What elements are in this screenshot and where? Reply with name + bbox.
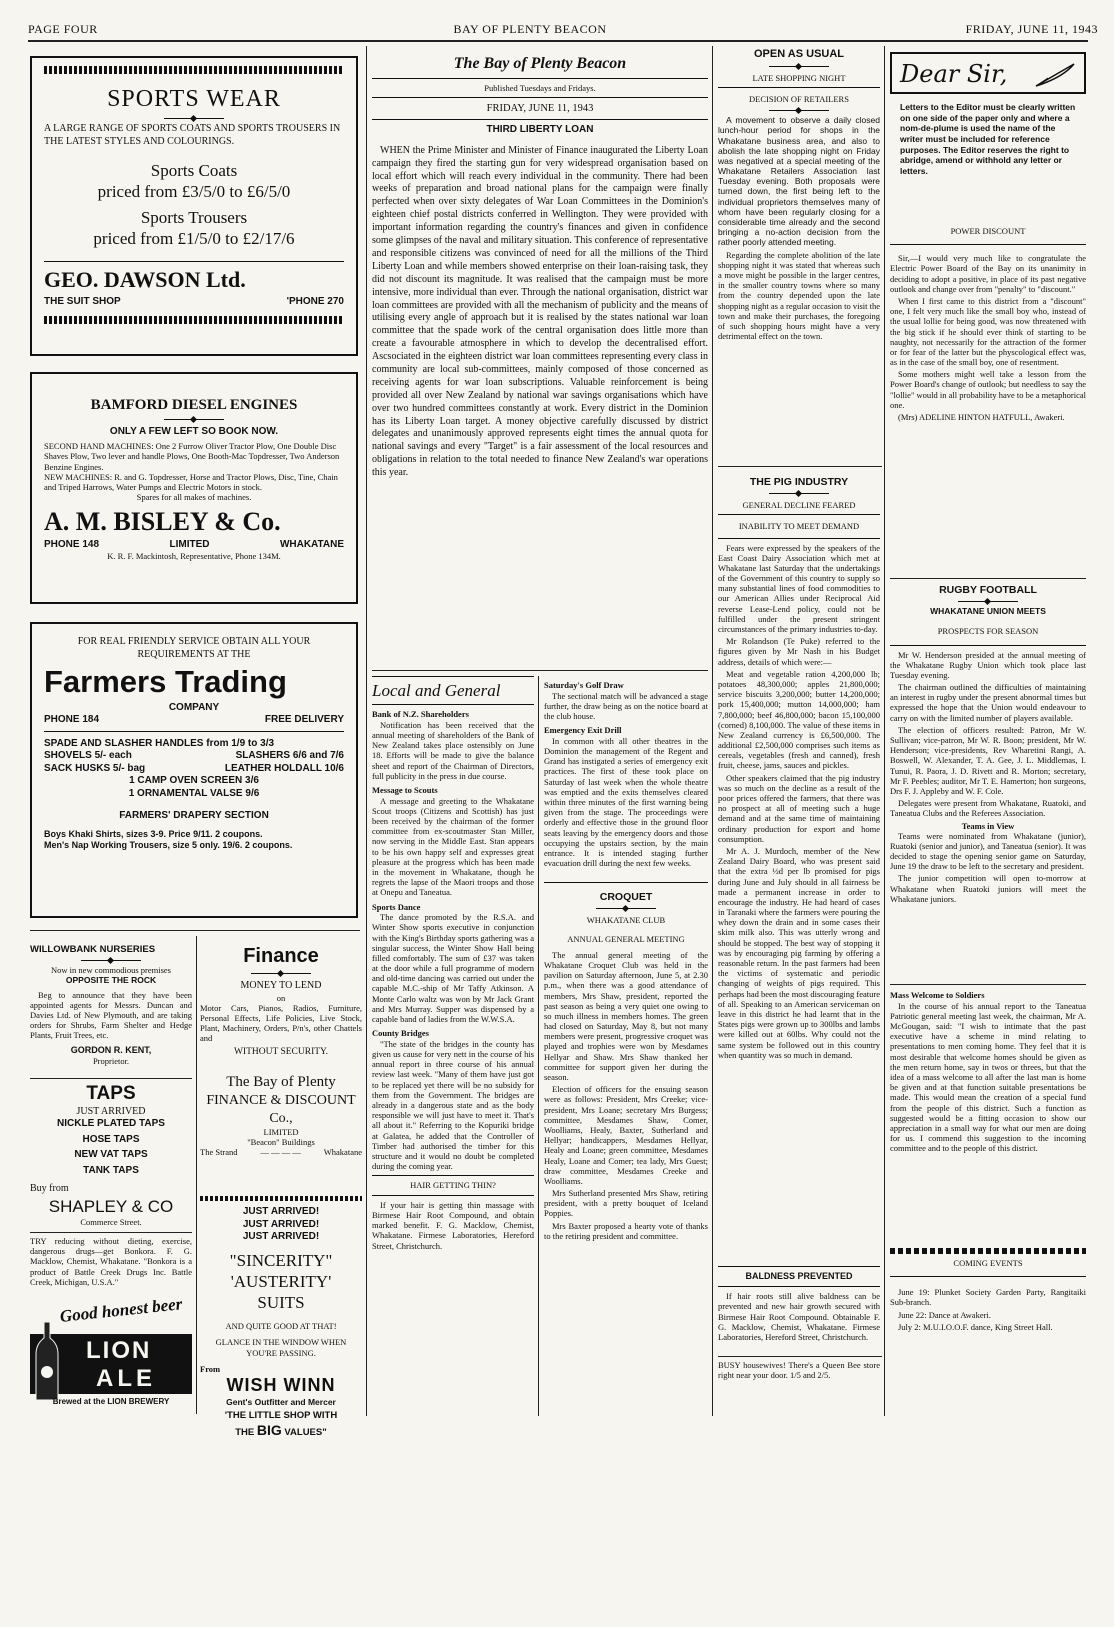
item-body: Election of officers for the ensuing season were as follows: President, Mrs Creeke; vice-president, Mrs Loane; secretary Mrs Burgess; committee, Mesdames Shaw, Comer, Woolliams, Healy, Baxter, Sutherland and Hellyar; handicappers, Mesdames Hellyar, Healy and Loane; green committee, Mesdames Healy, Loane and Comer; tea lady, Mrs Guest; draw committee, Mesdames Creeke and Woolliams.: [544, 1084, 708, 1186]
item-line: SLASHERS 6/6 and 7/6: [235, 750, 344, 762]
line: Now in new commodious premises: [51, 964, 171, 975]
item-body: A message and greeting to the Whakatane Scout troops (Citizens and Scottish) has just been received by the chairman of the former committee from ex-scoutmaster Stan Miller, now serving in the Middle East. Stan appears to be his own happy self and expresses great pleasure at the progress which has been made in the movement in Whakatane, though he regrets the lapse of the Maori troops and those at Onepu and Taneatua.: [372, 795, 534, 898]
bamford-ad: [30, 372, 358, 604]
brewery: Brewed at the LION BREWERY: [52, 1397, 170, 1406]
firm-name: A. M. BISLEY & Co.: [44, 507, 281, 537]
item-body: The dance promoted by the R.S.A. and Winter Show sports executive in conjunction with the King's Birthday sports gathering was a singular success, the Winter Show Hall being filled comfortably. The sum of £37 was taken at the door while a full programme of modern and old-time dancing was carried out under the capable M.C.-ship of Mr Taffy Atkinson. A Monte Carlo waltz was won by Mr Jack Grant and Mrs Murray. Supper was dispensed by a capable band of ladies from the W.W.S.A.: [372, 912, 534, 1024]
item-line: 1 ORNAMENTAL VALSE 9/6: [128, 787, 260, 799]
event-item: July 2: M.U.I.O.O.F. dance, King Street Hall.: [898, 1321, 1053, 1332]
money-to-lend: MONEY TO LEND: [240, 980, 322, 991]
golf-croquet-column: [544, 676, 708, 1416]
coats-heading: Sports Coats: [150, 161, 238, 180]
slogan: 'THE LITTLE SHOP WITH: [224, 1410, 338, 1422]
phone: PHONE 184: [44, 714, 100, 726]
willowbank-ad: [30, 944, 192, 1074]
town: WHAKATANE: [279, 538, 344, 550]
local-and-general: [372, 676, 534, 1416]
bonkora-ad: TRY reducing without dieting, exercise, dangerous drugs—get Bonkora. F. G. Macklow, Chemist, Whakatane. "Bonkora is a product of Battle Creek Drugs Inc. Battle Creek, Michigan, U.S.A.": [30, 1236, 192, 1287]
item-body: Mrs Baxter proposed a hearty vote of thanks to the retiring president and committee.: [544, 1220, 708, 1241]
item-body: Notification has been received that the annual meeting of shareholders of the Bank of New Zealand takes place ostensibly on June 18. Efforts will be made to give the balance sheet and report of the Chairman of Directors, full publicity in the press in due course.: [372, 719, 534, 781]
limited: LIMITED: [169, 538, 210, 550]
paper-name: BAY OF PLENTY BEACON: [453, 22, 607, 36]
farmers-trading-ad: [30, 622, 358, 918]
company: COMPANY: [168, 701, 220, 713]
article-subtitle: LATE SHOPPING NIGHT: [752, 72, 846, 83]
item-heading: Bank of N.Z. Shareholders: [372, 709, 469, 720]
slogan-big: BIG: [256, 1422, 282, 1438]
shop-phone: 'PHONE 270: [286, 295, 344, 307]
ad-body: Beg to announce that they have been appointed agents for Messrs. Duncan and Davies Ltd. of New Plymouth, and are taking orders for Shrubs, Farm Shelter and Hedge Plants, Fruit Trees, etc.: [30, 989, 192, 1041]
shop-name: THE SUIT SHOP: [44, 295, 121, 307]
mass-welcome: [890, 990, 1086, 1240]
published: Published Tuesdays and Fridays.: [484, 83, 596, 93]
owner: GORDON R. KENT,: [70, 1044, 152, 1055]
item-heading: County Bridges: [372, 1028, 429, 1039]
ad-intro: FOR REAL FRIENDLY SERVICE OBTAIN ALL YOUR REQUIREMENTS AT THE: [77, 636, 311, 660]
article-body: Mr A. J. Murdoch, member of the New Zealand Dairy Board, who was present said that the extra ½d per lb promised for pigs during June and July should in all fairness be made a permanent increase in order to encourage the industry. He had heard of cases in Taranaki where the farmers were pouring the whey down the drain and in some cases their skim milk also. This was utterly wrong and should be stopped. The best way of stopping it was by encouraging pig farming by offering a reasonable return. In the past farmers had been the victims of systematic and periodic changing of weights of pigs required. This perhaps had been the most discouraging feature of all. Speaking to an American serviceman on leave in this district he had learnt that in the States pigs were grown up to 300lbs and lambs were killed out at 60lbs. Why could not the same system be followed out in this country when quantity was so much in demand.: [718, 845, 880, 1060]
firm-name: The Bay of Plenty: [226, 1074, 336, 1091]
section-title: Local and General: [372, 676, 534, 705]
item-body: "The state of the bridges in the county has given us cause for very nett in the course of his annual report in three course of his annual review last week. "Many of them have just got to be replaced yet there will be no subsidy for them from the Government. The bridges are already in a dangerous state and as the body responsible we will just have to meet it. That's all about it." Referring to the Kopuriki bridge at Galatea, he added that the Controller of Timber had authorised the timber for this structure and it would no doubt be completed during the coming year.: [372, 1038, 534, 1172]
article-title: RUGBY FOOTBALL: [939, 584, 1037, 596]
queen-bee-ad: BUSY housewives! There's a Queen Bee store right near your door. 1/5 and 2/5.: [718, 1360, 880, 1381]
line: GLANCE IN THE WINDOW WHEN YOU'RE PASSING.: [215, 1337, 347, 1358]
arrived: JUST ARRIVED!: [242, 1231, 320, 1242]
item-heading: Message to Scouts: [372, 785, 438, 795]
masthead: The Bay of Plenty Beacon: [453, 55, 627, 72]
line: OPPOSITE THE ROCK: [65, 975, 157, 986]
taps-ad: [30, 1082, 192, 1227]
item-body: Mrs Sutherland presented Mrs Shaw, retiring president, with a pretty bouquet of Iceland Poppies.: [544, 1188, 708, 1219]
delivery: FREE DELIVERY: [264, 714, 344, 726]
owner-role: Proprietor.: [92, 1055, 130, 1066]
article-body: The election of officers resulted: Patron, Mr W. Sullivan; vice-patron, Mr W. R. Boon; president, Mr W. Henderson; vice-presidents, Rev Wharetini Rangi, A. Boswell, W. Alexander, T. A. Gee, J. L. Middlemas, I. Tunui, R. Paora, J. D. Rivett and R. Morton; secretary, Mr F. Peebles; auditor, Mr T. E. Hamerton; hon surgeons, Drs F. J. Appleby and W. F. Cole.: [890, 724, 1086, 796]
line: AND QUITE GOOD AT THAT!: [225, 1321, 337, 1332]
ad-title: SPORTS WEAR: [107, 86, 281, 112]
article-subtitle: INABILITY TO MEET DEMAND: [738, 521, 860, 532]
sports-wear-ad: [30, 56, 358, 356]
slogan-values: VALUES": [284, 1427, 327, 1438]
croquet-meeting: ANNUAL GENERAL MEETING: [567, 933, 685, 944]
item-line: Men's Nap Working Trousers, size 5 only. 19/6. 2 coupons.: [44, 840, 293, 850]
article-title: OPEN AS USUAL: [753, 48, 845, 60]
item-body: In the course of his annual report to the Taneatua Patriotic general meeting last week, the chairman, Mr A. McGougan, said: "I wish to intimate that the past executive have a scheme in mind relating to presentations to men coming home. They feel that it is most desirable that welcome homes should be given as the men return home, say in twos or threes, but that the idea of a mass welcome to all after the last man is home be given and at that function suitable presentations be made. This would mean the creation of a special fund from the people of this district. Such a function as suggested would be a fitting occasion to show our appreciation in a small way for what our men are doing for us. I commend this suggestion to the incoming committee and to the people of this district.: [890, 1000, 1086, 1154]
item-body: The sectional match will be advanced a stage further, the draw being as on the notice board at the club house.: [544, 690, 708, 721]
line: TANK TAPS: [83, 1164, 139, 1176]
brand-top: LION: [86, 1337, 152, 1364]
drapery-heading: FARMERS' DRAPERY SECTION: [119, 810, 269, 822]
date: FRIDAY, JUNE 11, 1943: [486, 103, 594, 115]
editorial: [372, 46, 708, 666]
phone: PHONE 148: [44, 538, 100, 550]
line: NEW VAT TAPS: [74, 1149, 148, 1161]
logo-text: Dear Sir,: [900, 60, 1008, 88]
article-body: Regarding the complete abolition of the late shopping night it was stated that whereas such a move might be possible in the larger centres, in the smaller country towns where so many from the country depended upon the late shopping night as a regular occasion to visit the town and make their purchases, the foregoing of such shopping hours might have a very detrimental effect on the town.: [718, 249, 880, 342]
firm-name-2: FINANCE & DISCOUNT Co.,: [206, 1093, 356, 1126]
letter-body: When I first came to this district from a "discount" one, I felt very much like the small boy who, instead of the usual lollie for being good, was now threatened with the big stick if he should ever think of starting to be naughty, not necessarily for the attraction of the former or for fear of the latter but the physcological effect was, as in the case of the small boy, one of resentment.: [890, 295, 1086, 368]
power-discount-letter: [890, 222, 1086, 588]
article-body: Teams were nominated from Whakatane (junior), Ruatoki (senior and junior), and Taneatua (senior). It was decided to stage the opening senior game on Saturday, June 19 the draw to be left to the secretary and president.: [890, 830, 1086, 872]
ad-intro: A LARGE RANGE OF SPORTS COATS AND SPORTS TROUSERS IN THE LATEST STYLES AND COLOURINGS.: [44, 123, 341, 147]
item-line: 1 CAMP OVEN SCREEN 3/6: [129, 775, 259, 787]
from: From: [200, 1363, 221, 1374]
ad-title: WILLOWBANK NURSERIES: [30, 944, 156, 955]
line: HOSE TAPS: [82, 1133, 140, 1145]
letter-signature: (Mrs) ADELINE HINTON HATFULL, Awakeri.: [898, 412, 1065, 422]
article-body: Other speakers claimed that the pig industry was so much on the decline as a result of the poor prices offered the farmers, that there was no prospect at all of meeting such a huge demand and at the same time of maintaining ordinary production for export and home consumption.: [718, 772, 880, 844]
ad-subtitle: ONLY A FEW LEFT SO BOOK NOW.: [109, 425, 279, 437]
page-number: PAGE FOUR: [28, 22, 98, 36]
new-machines: NEW MACHINES: R. and G. Topdresser, Horse and Tractor Plows, Disc, Tine, Chain and Triped Harrows, Water Pumps and Electric Motors in stock.: [44, 471, 338, 492]
article-body: A movement to observe a daily closed lunch-hour period for shops in the Whakatane business area, and also to abolish the late shopping night on Friday was negatived at a special meeting of the Whakatane Retailers Association last Tuesday evening. Both proposals were turned down, the first being left to the individual proprietors themselves many of whom have been regularly closing for a considerable time already and the second bringing a no-action decision from the rather poorly attended meeting.: [718, 115, 880, 248]
ad-body: If hair roots still alive baldness can be prevented and new hair growth secured with Birmese Hair Root Compound. Obtainable F. G. Macklow, Chemist, Whakatane. Firmese Laboratories, Hereford Street, Christchurch.: [718, 1291, 880, 1342]
article-subtitle: PROSPECTS FOR SEASON: [937, 626, 1039, 637]
arrived: JUST ARRIVED!: [242, 1206, 320, 1217]
firm-name: SHAPLEY & CO: [48, 1196, 174, 1216]
quill-pen-icon: [1034, 62, 1078, 88]
ad-title: Finance: [243, 945, 319, 967]
ad-title: TAPS: [86, 1083, 136, 1104]
croquet-club: WHAKATANE CLUB: [586, 915, 666, 926]
second-hand: SECOND HAND MACHINES: One 2 Furrow Oliver Tractor Plow, One Double Disc Shaves Plow, Two lever and handle Plows, One Booth-Mac Topdresser, Two Anderson Benzine Engines.: [44, 441, 340, 472]
firm-name: Farmers Trading: [44, 664, 287, 699]
item-line: SPADE AND SLASHER HANDLES from 1/9 to 3/3: [44, 737, 275, 749]
editorial-body: WHEN the Prime Minister and Minister of Finance inaugurated the Liberty Loan campaign they fired the starting gun for very widespread organisation based on local effort which will reach every individual in the community. There had been weeks of preparation and broad national plans for the campaign were finally perfected when over sixty delegates of War Loan Committees in the Dominion's eighteen chief postal districts conferred in Wellington. They were provided with important information regarding the country's finances and given in confidence some glimpses of the naval and military situation. This conference of representative and responsible citizens was convinced of need for all the millions of the Third Liberty Loan and while members showed enterprise on their loan-raising task, they did not discount its magnitude. It was realised that the campaign must be more intensive, more individual than ever. Through the national organisation, district war loan committees are provided with all the mechanism of publicity and the means of utilising every angle of approach but it is realised by the states national war loan committee that the spade work of the central organisation does little more than create a favourable atmosphere in which to develop the decentralised effort. Ascsociated in the eighteen district war loan committees representing every class in community are local sub-committees, mainly composed of those concerned as receiving agents for war loan subscriptions. Valuable reinforcement is being provided all over New Zealand by national war savings organisations which have over two hundred committees constantly at work. Every district in the Dominion has its Liberty Loan target. A money objective carefully discussed by district delegates and unanimously approved represents eight times the annual quota for national savings and every "Target" is a fair assessment of the local resources and obligations in relation to the total needed to finance New Zealand's war operations this year.: [372, 144, 708, 479]
town: Whakatane: [323, 1147, 362, 1158]
ad-body: Motor Cars, Pianos, Radios, Furniture, Personal Effects, Life Policies, Live Stock, Plant, Machinery, Orders, P/n's, other Chattels and: [200, 1002, 362, 1044]
slogan-the: THE: [235, 1427, 255, 1438]
building: "Beacon" Buildings: [247, 1137, 315, 1148]
article-body: The chairman outlined the difficulties of maintaining an interest in rugby under the present abnormal times but expressed the hope that the Union would endeavour to carry on with the limited number of players available.: [890, 682, 1086, 723]
article-title: THE PIG INDUSTRY: [749, 476, 849, 488]
item-line: LEATHER HOLDALL 10/6: [224, 762, 344, 774]
slogan: Good honest beer: [58, 1294, 184, 1326]
street: The Strand: [200, 1147, 238, 1158]
item-heading: Sports Dance: [372, 901, 421, 912]
trousers-heading: Sports Trousers: [140, 207, 248, 227]
item-body: The annual general meeting of the Whakatane Croquet Club was held in the pavilion on Saturday afternoon, June 5, at 2.30 p.m., when there was a good attendance of members, Mrs Shaw, president, reported the past season as being a very quiet one owing to so much illness in members homes. The green had closed on Saturday, May 8, but not many members were present, progressive croquet was played and trophies were won by Mesdames Hellyar and Shaw. Mrs Shaw thanked her committee for support given her during the season.: [544, 949, 708, 1082]
spares: Spares for all makes of machines.: [136, 492, 252, 503]
article-body: Meat and vegetable ration 4,200,000 lb; potatoes 48,300,000; apples 21,800,000; service biscuits 3,200,000; butter 14,200,000; pork 15,400,000; mutton 14,000,000; ham 7,800,000; beef 46,800,000; bacon 15,100,000 (corned) 8,100,000. The value of these items in New Zealand currency is £6,500,000. The additional £2,500,000 comprises such items as cereals, vegetables (fresh and canned), fresh fruit, cheese, jams, sauces and pickles.: [718, 668, 880, 771]
item-line: Boys Khaki Shirts, sizes 3-9. Price 9/11. 2 coupons.: [44, 828, 263, 839]
letter-body: Sir,—I would very much like to congratulate the Electric Power Board of the Bay on its unanimity in deciding to adopt a positive, in place of its past negative outlook and change over from "penalty" to "discount.": [890, 253, 1086, 294]
ad-title: BAMFORD DIESEL ENGINES: [90, 397, 298, 413]
item-line: SHOVELS 5/- each: [44, 750, 132, 762]
lion-ale-ad: [30, 1294, 192, 1410]
article-subtitle: WHAKATANE UNION MEETS: [930, 606, 1046, 617]
line: NICKLE PLATED TAPS: [57, 1118, 165, 1130]
item-heading: Saturday's Golf Draw: [544, 680, 624, 690]
item-heading: Emergency Exit Drill: [544, 725, 622, 736]
item-heading: HAIR GETTING THIN?: [410, 1180, 496, 1191]
coming-events: [890, 1258, 1086, 1408]
dear-sir-logo: [890, 52, 1086, 94]
event-item: June 22: Dance at Awakeri.: [898, 1309, 991, 1320]
item-line: SACK HUSKS 5/- bag: [44, 762, 146, 774]
coats-price: priced from £3/5/0 to £6/5/0: [97, 182, 291, 202]
article-body: Fears were expressed by the speakers of the East Coast Dairy Association which met at Whakatane last Saturday that the undertakings of the Government of this country to supply so many substantial lines of food commodities to our American Allies under Reciprocal Aid reverse Lease-Lend policy, could not be fulfilled under the present stringent circumstances of the primary industries to-day.: [718, 542, 880, 634]
article-body: Mr Rolandson (Te Puke) referred to the figures given by Mr Nash in his Budget address, details of which were:—: [718, 636, 880, 667]
article-body: The junior competition will open to-morrow at Whakatane when Ruatoki juniors will meet the Whakatane juniors.: [890, 873, 1086, 904]
section-title: COMING EVENTS: [953, 1258, 1023, 1268]
firm-name: GEO. DAWSON Ltd.: [44, 267, 246, 292]
baldness-ad: [718, 1262, 880, 1352]
rugby-football: [890, 584, 1086, 978]
limited: LIMITED: [263, 1127, 299, 1138]
item-heading: Teams in View: [961, 820, 1015, 831]
buy-from: Buy from: [30, 1183, 69, 1195]
brand-bottom: ALE: [96, 1365, 156, 1392]
arrived: JUST ARRIVED!: [242, 1218, 320, 1230]
street: Commerce Street.: [80, 1217, 142, 1227]
event-item: June 19: Plunket Society Garden Party, Rangitaiki Sub-branch.: [890, 1287, 1086, 1308]
on: on: [276, 992, 286, 1003]
ad-title: BALDNESS PREVENTED: [745, 1271, 853, 1281]
item-heading: Mass Welcome to Soldiers: [890, 990, 985, 1000]
editorial-title: THIRD LIBERTY LOAN: [486, 124, 594, 136]
article-body: Mr W. Henderson presided at the annual meeting of the Whakatane Rugby Union which took place last Tuesday evening.: [890, 649, 1086, 680]
security: WITHOUT SECURITY.: [233, 1047, 329, 1058]
open-as-usual: [718, 48, 880, 458]
letter-title: POWER DISCOUNT: [950, 226, 1026, 236]
trousers-price: priced from £1/5/0 to £2/17/6: [93, 228, 295, 248]
article-subtitle: DECISION OF RETAILERS: [749, 93, 849, 104]
article-body: Delegates were present from Whakatane, Ruatoki, and Taneatua Clubs and the Referees Association.: [890, 798, 1086, 819]
headline: SUITS: [257, 1293, 305, 1312]
article-subtitle: GENERAL DECLINE FEARED: [742, 500, 856, 511]
letter-body: Some mothers might well take a lesson from the Power Board's change of outlook; but needless to say the "lollie" would in all probability have to be a metaphorical one.: [890, 369, 1087, 410]
issue-date: FRIDAY, JUNE 11, 1943: [965, 22, 1098, 36]
representative: K. R. F. Mackintosh, Representative, Phone 134M.: [107, 551, 281, 562]
line: JUST ARRIVED: [76, 1105, 146, 1117]
bottle-icon: [34, 1322, 60, 1402]
outfitter: Gent's Outfitter and Mercer: [226, 1396, 336, 1407]
item-body: In common with all other theatres in the Dominion the management of the Regent and Grand has instigated a series of emergency exit practices. The first of these took place on Saturday of last week when the whole theatre was emptied and the exits themselves cleared within three minutes of the first warning being given from the stage. The proceedings were orderly and effective those in the ground floor seats leaving by the emergency doors and those occupying the upstairs section, by the main entrance. It is intended staging further evacuation drill during the next few weeks.: [544, 735, 708, 869]
headline: 'AUSTERITY': [230, 1271, 332, 1291]
firm-name: WISH WINN: [226, 1375, 336, 1395]
croquet-title: CROQUET: [599, 891, 653, 904]
editor-notice: Letters to the Editor must be clearly written on one side of the paper only and where a nom-de-plume is used the name of the writer must be included for reference purposes. The Editor reserves the right to abridge, amend or withhold any letter or letters.: [900, 102, 1076, 176]
letters-to-editor: [890, 52, 1086, 222]
pig-industry: [718, 472, 880, 1102]
headline: "SINCERITY": [229, 1250, 333, 1270]
item-body: If your hair is getting thin massage with Birmese Hair Root Compound, and obtain marked benefit. F. G. Macklow, Chemist, Whakatane. Firmese Laboratories, Hereford Street, Christchurch.: [372, 1199, 534, 1251]
finance-ad: Finance MONEY TO LEND on Motor Cars, Pianos, Radios, Furniture, Personal Effects, Life Policies, Live Stock, Plant, Machinery, Orders, P/n's, other Chattels and WITHOUT SECURITY. The Bay of Plenty FINANCE & DISCOUNT Co., LIMITED "Beacon" Buildings The Strand — — — — Whakatane: [200, 945, 362, 1158]
wish-winn-ad: [200, 1206, 362, 1438]
